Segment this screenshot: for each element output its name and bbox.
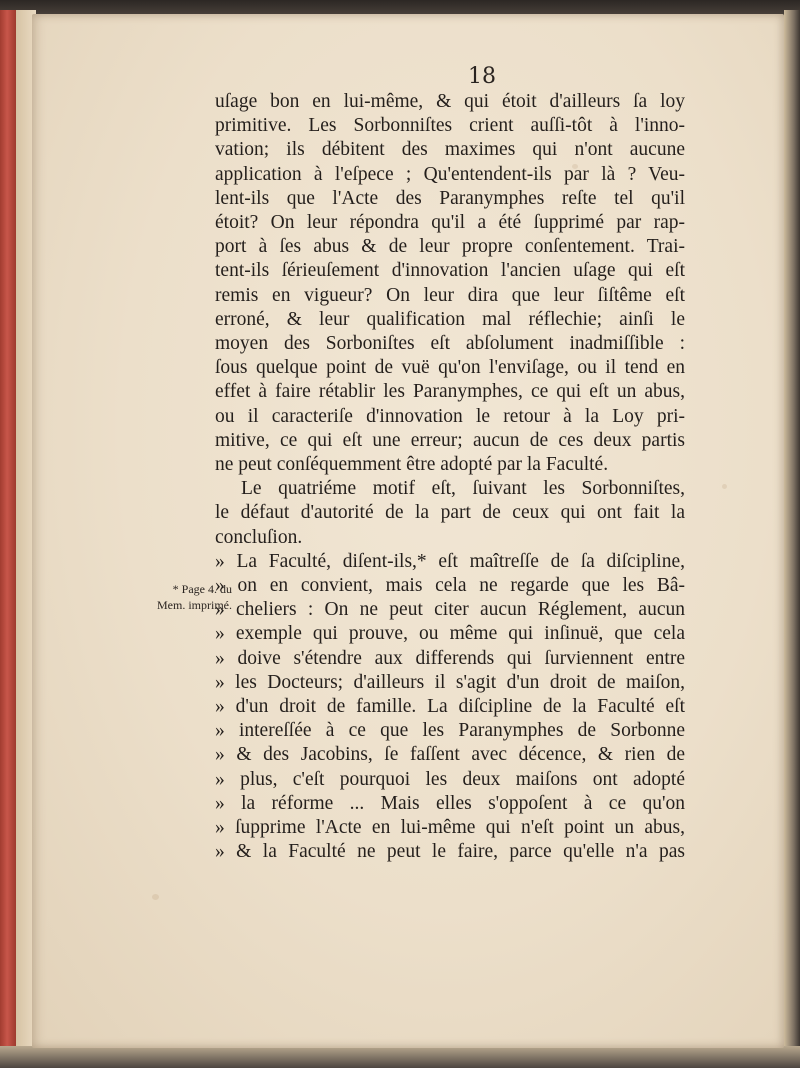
text-line: Le quatriéme motif eſt, ſuivant les Sorbonniſtes, <box>241 478 685 500</box>
text-line: » exemple qui prouve, ou même qui inſinuë, que cela <box>215 623 685 645</box>
text-line: primitive. Les Sorbonniſtes crient auſſi-tôt à l'inno- <box>215 115 685 137</box>
text-line: » La Faculté, diſent-ils,* eſt maîtreſſe de ſa diſcipline, <box>215 550 685 572</box>
text-line: » ſupprime l'Acte en lui-même qui n'eſt point un abus, <box>215 817 685 839</box>
text-line: uſage bon en lui-même, & qui étoit d'ailleurs ſa loy <box>215 91 685 112</box>
text-line: » plus, c'eſt pourquoi les deux maiſons ont adopté <box>215 768 685 790</box>
text-line: ne peut conſéquemment être adopté par la Faculté. <box>215 454 609 476</box>
text-line: mitive, ce qui eſt une erreur; aucun de ces deux partis <box>215 429 685 451</box>
text-line: » cheliers : On ne peut citer aucun Réglement, aucun <box>215 599 685 621</box>
text-line: port à ſes abus & de leur propre conſentement. Trai- <box>215 236 685 258</box>
margin-note-line: Mem. imprimé. <box>157 598 232 612</box>
page-stack-edge <box>784 10 800 1068</box>
text-line: effet à faire rétablir les Paranymphes, ce qui eſt un abus, <box>215 381 685 403</box>
text-line: moyen des Sorboniſtes eſt abſolument inadmiſſible : <box>215 333 685 355</box>
text-line: ou il caracteriſe d'innovation le retour à la Loy pri- <box>215 405 685 427</box>
text-line: » doive s'étendre aux differends qui ſurviennent entre <box>215 647 685 669</box>
text-line: concluſion. <box>215 526 303 548</box>
text-line: » d'un droit de famille. La diſcipline de la Faculté eſt <box>215 696 685 718</box>
text-line: application à l'eſpece ; Qu'entendent-ils par là ? Veu- <box>215 163 685 185</box>
body-text <box>215 90 685 865</box>
paper-page <box>32 14 784 1048</box>
text-line: » on en convient, mais cela ne regarde que les Bâ- <box>215 575 685 597</box>
text-line: erroné, & leur qualification mal réflechie; ainſi le <box>215 308 685 330</box>
text-line: étoit? On leur répondra qu'il a été ſupprimé par rap- <box>215 212 685 234</box>
red-binding-edge <box>0 10 16 1068</box>
text-line: » & des Jacobins, ſe faſſent avec décence, & rien de <box>215 744 685 766</box>
text-line: » les Docteurs; d'ailleurs il s'agit d'un droit de maiſon, <box>215 671 685 693</box>
text-line: lent-ils que l'Acte des Paranymphes reſte tel qu'il <box>215 187 685 209</box>
text-line: le défaut d'autorité de la part de ceux qui ont fait la <box>215 502 685 524</box>
foxing-spot <box>722 484 727 489</box>
margin-note <box>102 581 232 613</box>
page-number: 18 <box>468 64 496 89</box>
text-line: remis en vigueur? On leur dira que leur ſiſtême eſt <box>215 284 685 306</box>
foxing-spot <box>152 894 159 900</box>
book-bottom-edge <box>0 1046 800 1068</box>
text-line: ſous quelque point de vuë qu'on l'enviſage, ou il tend en <box>215 357 685 379</box>
margin-note-line: * Page 4. du <box>172 582 232 596</box>
text-line: tent-ils ſérieuſement d'innovation l'ancien uſage qui eſt <box>215 260 685 282</box>
text-line: » & la Faculté ne peut le faire, parce qu'elle n'a pas <box>215 841 685 863</box>
text-line: » la réforme ... Mais elles s'oppoſent à ce qu'on <box>215 792 685 814</box>
text-line: » intereſſée à ce que les Paranymphes de Sorbonne <box>215 720 685 742</box>
text-line: vation; ils débitent des maximes qui n'ont aucune <box>215 139 685 161</box>
